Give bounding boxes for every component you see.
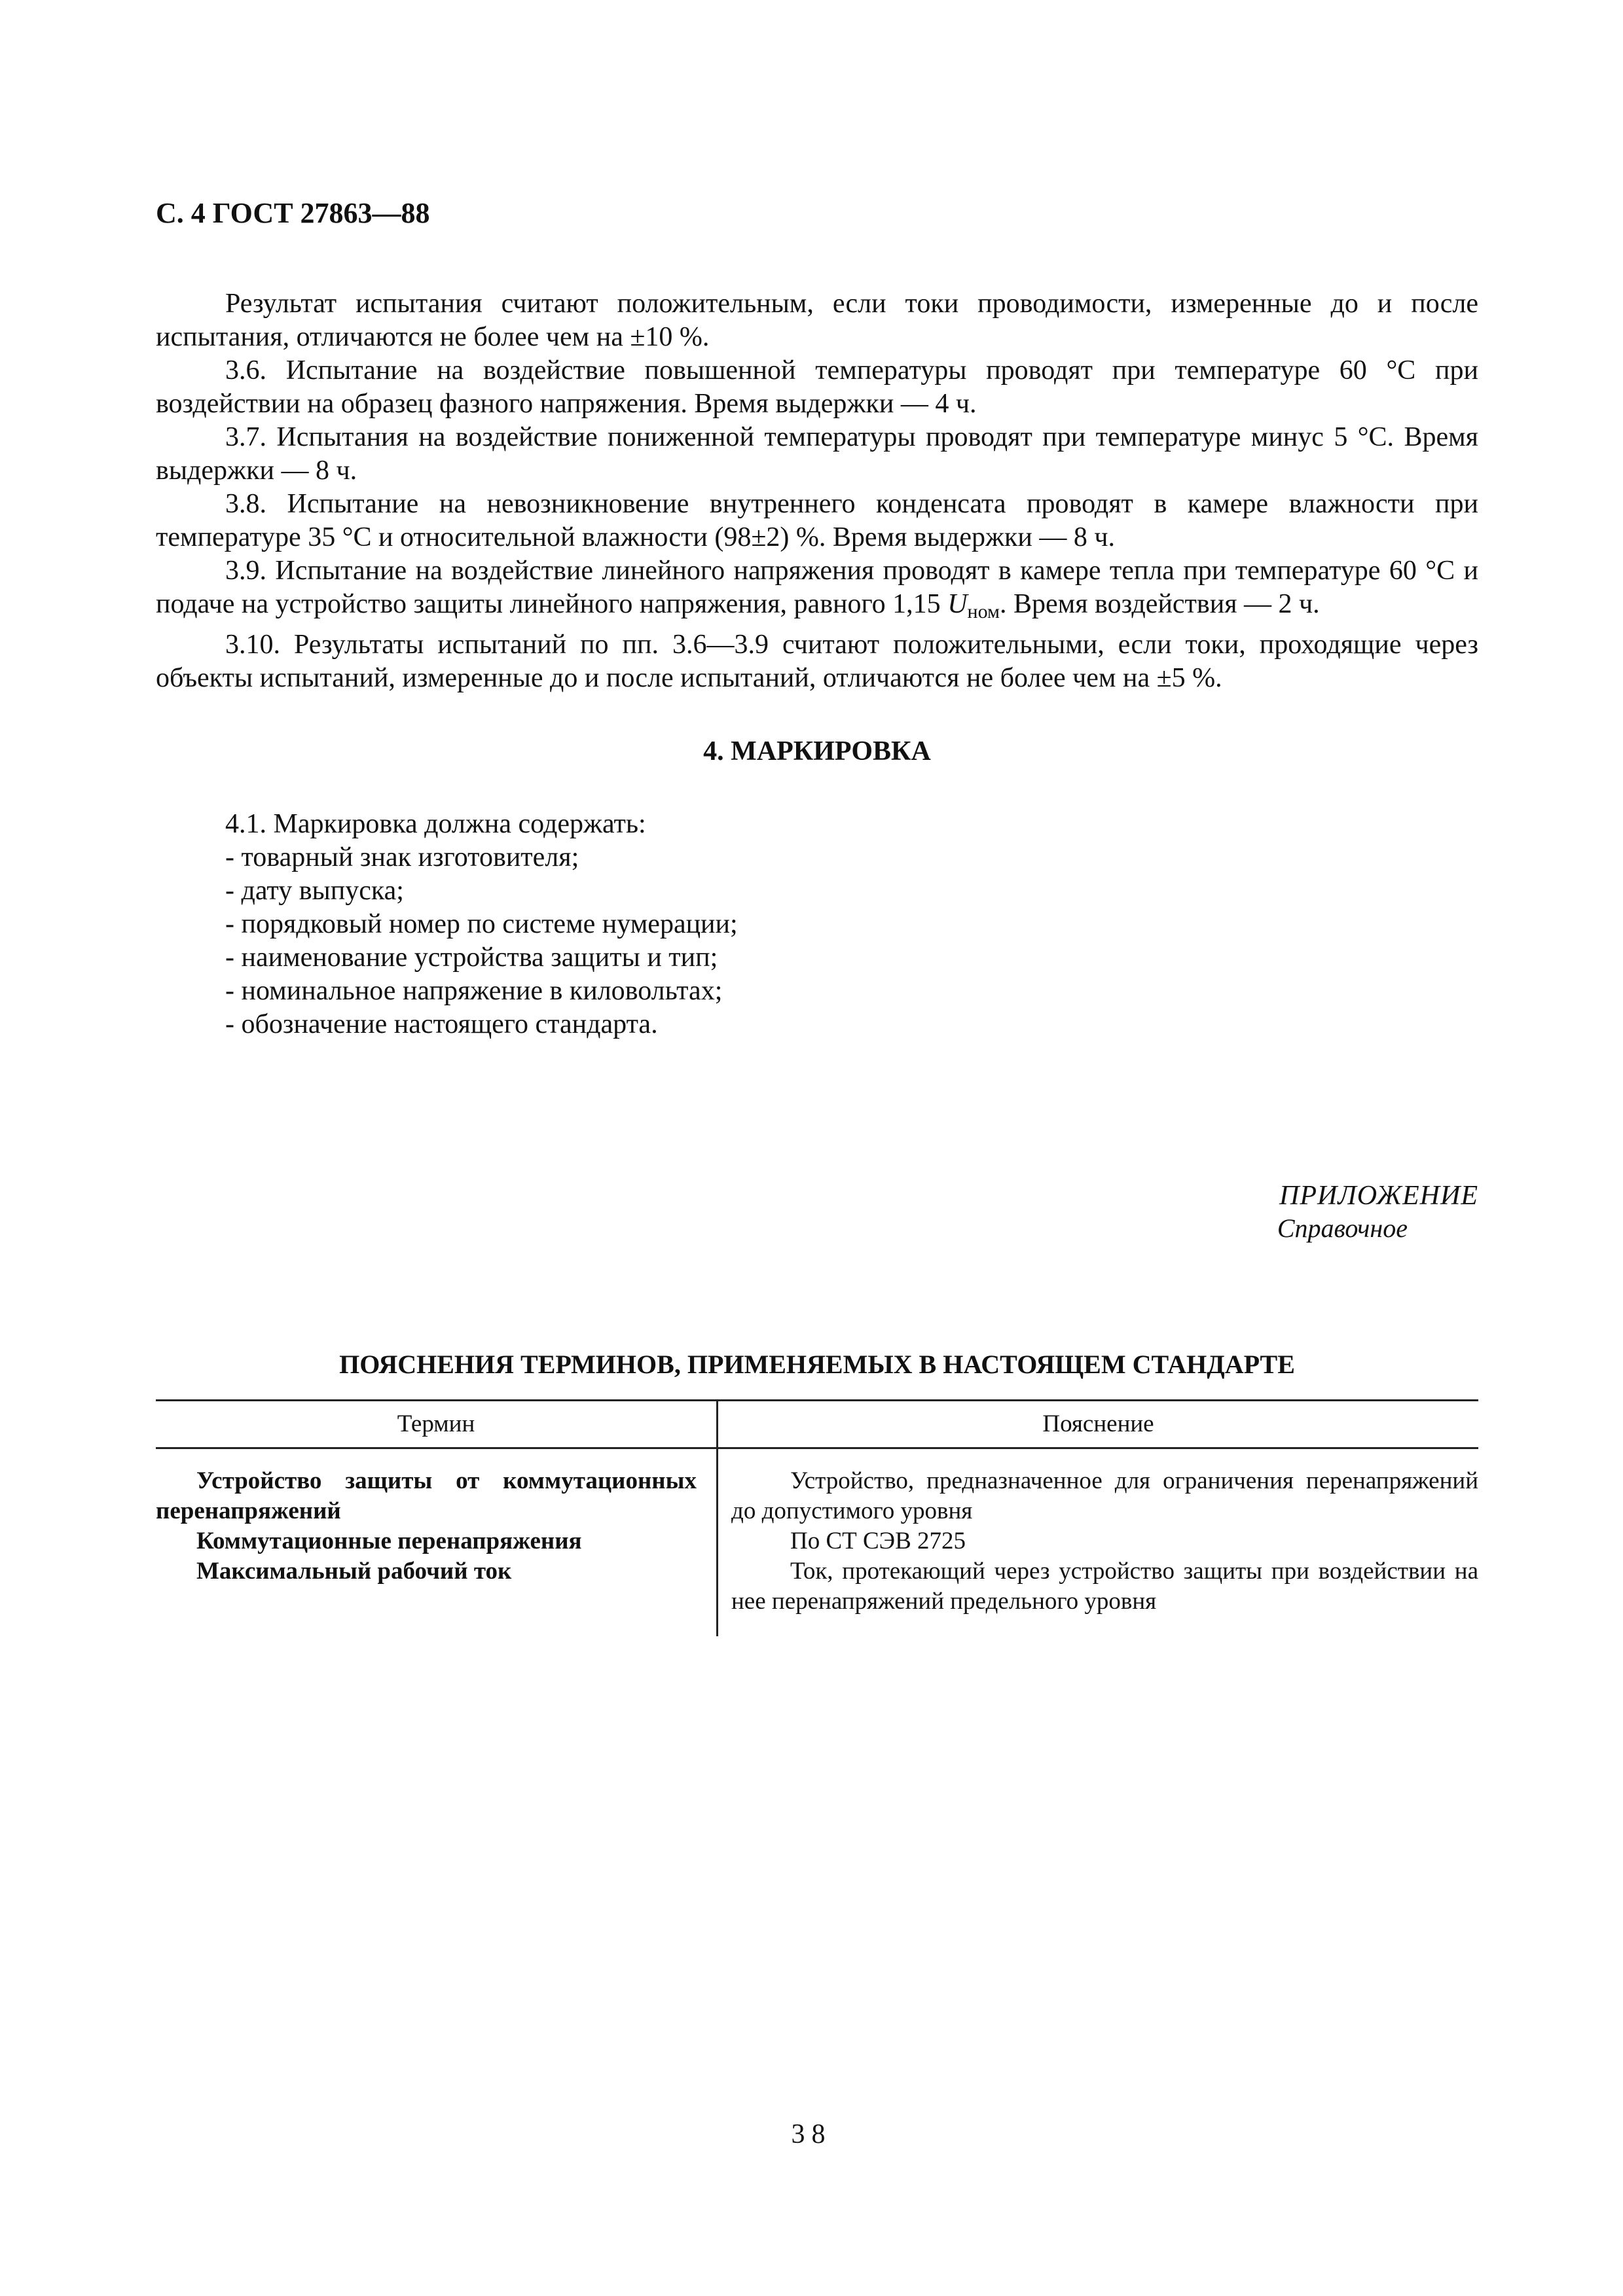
list-item: - товарный знак изготовителя;	[225, 842, 579, 872]
appendix-type: Справочное	[1277, 1213, 1408, 1243]
column-header-explanation: Пояснение	[718, 1401, 1479, 1448]
paragraph-3-6: 3.6. Испытание на воздействие повышенной температуры проводят при температуре 60 °С при воздействии на образец фазного напряжения. Время выдержки — 4 ч.	[156, 355, 1478, 419]
term-2: Коммутационные перенапряжения	[196, 1528, 582, 1554]
explanations-column	[718, 1448, 1479, 1637]
paragraph-3-9	[156, 554, 1478, 628]
column-header-term: Термин	[156, 1401, 718, 1448]
paragraph-3-8: 3.8. Испытание на невозникновение внутреннего конденсата проводят в камере влажности при температуре 35 °С и относительной влажности (98±2) %. Время выдержки — 8 ч.	[156, 489, 1478, 552]
table-row	[156, 1448, 1478, 1637]
paragraph-3-7: 3.7. Испытания на воздействие пониженной температуры проводят при температуре минус 5 °С. Время выдержки — 8 ч.	[156, 422, 1478, 486]
section-4-title: 4. МАРКИРОВКА	[703, 736, 931, 766]
explanation-3: Ток, протекающий через устройство защиты при воздействии на нее перенапряжений предельного уровня	[731, 1558, 1478, 1615]
table-header-row	[156, 1401, 1478, 1448]
term-3: Максимальный рабочий ток	[196, 1558, 512, 1585]
paragraph-3-9-tail: . Время воздействия — 2 ч.	[1000, 589, 1320, 619]
terms-column	[156, 1448, 718, 1637]
voltage-symbol: U	[947, 589, 968, 619]
explanation-2: По СТ СЭВ 2725	[790, 1528, 966, 1554]
appendix-title: ПРИЛОЖЕНИЕ	[1279, 1181, 1478, 1211]
appendix-label	[156, 1179, 1478, 1244]
list-item: - порядковый номер по системе нумерации;	[225, 909, 738, 939]
list-item: - номинальное напряжение в киловольтах;	[225, 976, 723, 1006]
marking-intro: 4.1. Маркировка должна содержать:	[225, 809, 646, 839]
term-1: Устройство защиты от коммутационных перенапряжений	[156, 1467, 697, 1524]
document-page	[156, 196, 1478, 1636]
paragraph-result: Результат испытания считают положительным, если токи проводимости, измеренные до и после испытания, отличаются не более чем на ±10 %.	[156, 289, 1478, 352]
list-item: - обозначение настоящего стандарта.	[225, 1009, 658, 1039]
list-item: - дату выпуска;	[225, 876, 404, 906]
list-item: - наименование устройства защиты и тип;	[225, 942, 718, 973]
paragraph-3-10: 3.10. Результаты испытаний по пп. 3.6—3.9 считают положительными, если токи, проходящие через объекты испытаний, измеренные до и после испытаний, отличаются не более чем на ±5 %.	[156, 630, 1478, 693]
page-number: 38	[791, 2119, 832, 2149]
explanation-1: Устройство, предназначенное для ограничения перенапряжений до допустимого уровня	[731, 1467, 1478, 1524]
voltage-subscript: ном	[967, 601, 1000, 622]
terms-table	[156, 1399, 1478, 1636]
page-header: С. 4 ГОСТ 27863—88	[156, 197, 430, 229]
terms-title: ПОЯСНЕНИЯ ТЕРМИНОВ, ПРИМЕНЯЕМЫХ В НАСТОЯЩЕМ СТАНДАРТЕ	[339, 1350, 1295, 1379]
paragraph-3-9-text: 3.9. Испытание на воздействие линейного напряжения проводят в камере тепла при температуре 60 °С и подаче на устройство защиты линейного напряжения, равного 1,15	[156, 556, 1478, 619]
